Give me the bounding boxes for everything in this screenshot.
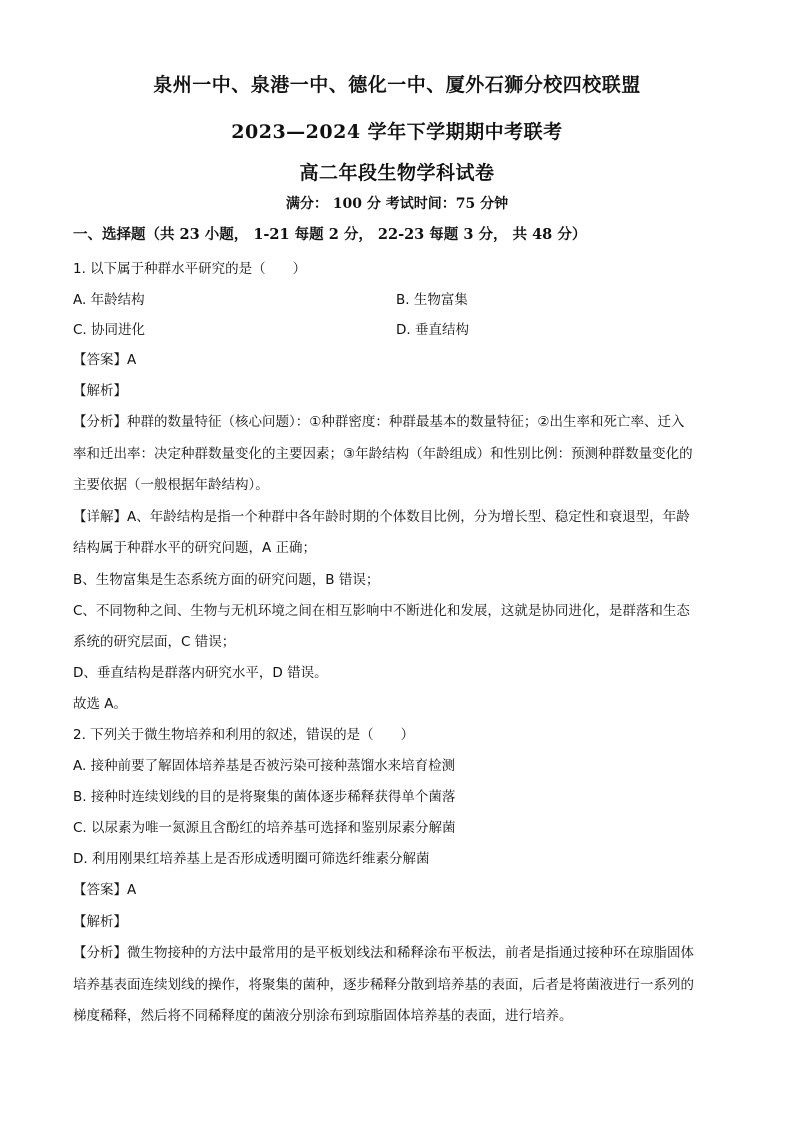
q1-detail-line-2: 结构属于种群水平的研究问题，A 正确； — [73, 540, 317, 556]
q1-option-d: D. 垂直结构 — [396, 322, 469, 338]
q1-option-c: C. 协同进化 — [73, 322, 146, 338]
q1-stem: 1. 以下属于种群水平研究的是（ ） — [73, 261, 307, 277]
q1-fenxi-line-3: 主要依据（一般根据年龄结构）。 — [73, 477, 269, 493]
q1-analysis-label: 【解析】 — [73, 383, 127, 399]
q2-fenxi-line-1: 【分析】微生物接种的方法中最常用的是平板划线法和稀释涂布平板法，前者是指通过接种环在琼脂固体 — [73, 945, 694, 961]
q1-detail-line-6: D、垂直结构是群落内研究水平，D 错误。 — [73, 665, 328, 681]
q1-conclusion: 故选 A。 — [73, 696, 128, 712]
q2-analysis-label: 【解析】 — [73, 914, 127, 930]
q1-detail-line-3: B、生物富集是生态系统方面的研究问题，B 错误； — [73, 572, 380, 588]
q1-detail-line-1: 【详解】A、年龄结构是指一个种群中各年龄时期的个体数目比例，分为增长型、稳定性和衰退型，年龄 — [73, 509, 690, 525]
q2-fenxi-line-3: 梯度稀释，然后将不同稀释度的菌液分别涂布到琼脂固体培养基的表面，进行培养。 — [73, 1008, 573, 1024]
q2-option-a: A. 接种前要了解固体培养基是否被污染可接种蒸馏水来培育检测 — [73, 758, 456, 774]
q1-fenxi-line-2: 率和迁出率：决定种群数量变化的主要因素；③年龄结构（年龄组成）和性别比例：预测种群数量变化的 — [73, 446, 693, 462]
q2-stem: 2. 下列关于微生物培养和利用的叙述，错误的是（ ） — [73, 727, 415, 743]
q1-detail-line-4: C、不同物种之间、生物与无机环境之间在相互影响中不断进化和发展，这就是协同进化，是群落和生态 — [73, 603, 690, 619]
exam-year-title: 2023—2024 学年下学期期中考联考 — [231, 121, 563, 143]
school-alliance-title: 泉州一中、泉港一中、德化一中、厦外石狮分校四校联盟 — [153, 74, 641, 96]
q1-answer: 【答案】A — [73, 352, 137, 368]
q2-answer: 【答案】A — [73, 882, 137, 898]
section-title: 一、选择题（共 23 小题， 1-21 每题 2 分， 22-23 每题 3 分， 共 48 分） — [73, 226, 587, 243]
q1-option-b: B. 生物富集 — [396, 292, 468, 308]
q2-option-b: B. 接种时连续划线的目的是将聚集的菌体逐步稀释获得单个菌落 — [73, 789, 456, 805]
q2-option-d: D. 利用刚果红培养基上是否形成透明圈可筛选纤维素分解菌 — [73, 851, 430, 867]
q1-option-a: A. 年龄结构 — [73, 292, 145, 308]
exam-subject-title: 高二年段生物学科试卷 — [299, 162, 495, 184]
q2-option-c: C. 以尿素为唯一氮源且含酚红的培养基可选择和鉴别尿素分解菌 — [73, 820, 456, 836]
q1-fenxi-line-1: 【分析】种群的数量特征（核心问题）：①种群密度：种群最基本的数量特征；②出生率和死亡率、迁入 — [73, 414, 685, 430]
q2-fenxi-line-2: 培养基表面连续划线的操作，将聚集的菌种，逐步稀释分散到培养基的表面，后者是将菌液进行一系列的 — [73, 977, 694, 993]
score-time-line: 满分： 100 分 考试时间：75 分钟 — [285, 196, 509, 212]
q1-detail-line-5: 系统的研究层面，C 错误； — [73, 634, 236, 650]
